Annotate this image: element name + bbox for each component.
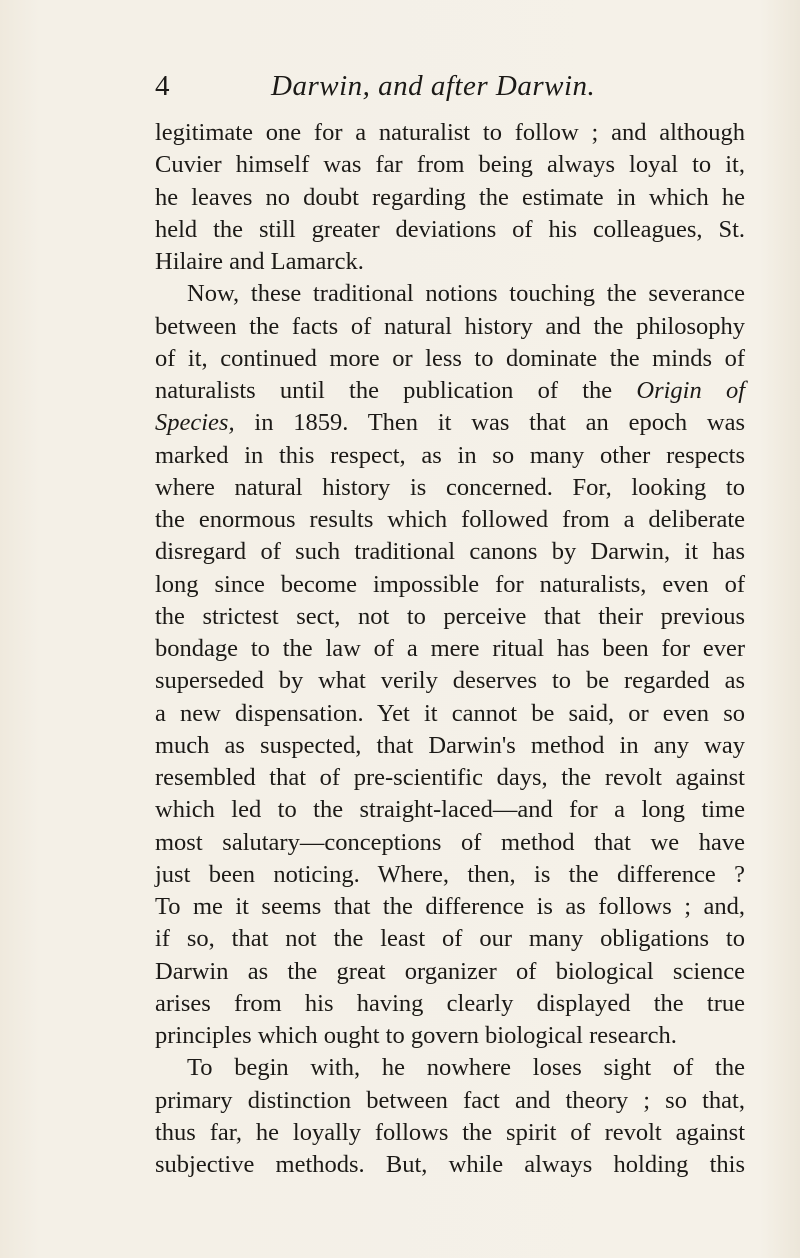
text-line: Cuvier himself was far from being always loyal to it, bbox=[155, 151, 745, 179]
book-title-italic: Species, bbox=[155, 409, 235, 437]
text-line: held the still greater deviations of his colleagues, St. bbox=[155, 215, 745, 243]
text-line: primary distinction between fact and theory ; so that, bbox=[155, 1086, 745, 1114]
page-header bbox=[155, 64, 795, 108]
text-line: To begin with, he nowhere loses sight of the bbox=[187, 1054, 745, 1082]
text-line: where natural history is concerned. For, looking to bbox=[155, 473, 745, 501]
text-line: Darwin as the great organizer of biological science bbox=[155, 957, 745, 985]
text-line: bondage to the law of a mere ritual has been for ever bbox=[155, 635, 745, 662]
text-line: the enormous results which followed from a deliberate bbox=[155, 506, 745, 533]
page-number: 4 bbox=[155, 70, 170, 102]
text-line: if so, that not the least of our many obligations to bbox=[155, 925, 745, 953]
book-title-italic: Origin of bbox=[636, 377, 745, 404]
text-line: subjective methods. But, while always holding this bbox=[155, 1151, 745, 1178]
text-line: To me it seems that the difference is as follows ; and, bbox=[155, 893, 745, 920]
text-line: superseded by what verily deserves to be regarded as bbox=[155, 667, 745, 695]
text-line: of it, continued more or less to dominate the minds of bbox=[155, 344, 745, 372]
text-line-with-title bbox=[155, 407, 745, 439]
text-line: much as suspected, that Darwin's method in any way bbox=[155, 731, 745, 759]
text-line: Now, these traditional notions touching the severance bbox=[187, 280, 745, 308]
text-line: legitimate one for a naturalist to follow ; and although bbox=[155, 119, 745, 146]
running-title: Darwin, and after Darwin. bbox=[271, 70, 596, 102]
text-line: a new dispensation. Yet it cannot be said, or even so bbox=[155, 699, 745, 727]
text-line: just been noticing. Where, then, is the difference ? bbox=[155, 860, 745, 888]
text-fragment: in 1859. Then it was that an epoch was bbox=[254, 409, 745, 437]
text-line: principles which ought to govern biological research. bbox=[155, 1022, 677, 1049]
text-line: arises from his having clearly displayed the true bbox=[155, 989, 745, 1017]
text-line: disregard of such traditional canons by Darwin, it has bbox=[155, 538, 745, 566]
text-fragment: naturalists until the publication of the bbox=[155, 377, 613, 404]
text-line: between the facts of natural history and the philosophy bbox=[155, 312, 745, 340]
text-line: resembled that of pre-scientific days, the revolt against bbox=[155, 764, 745, 791]
text-line: thus far, he loyally follows the spirit of revolt against bbox=[155, 1118, 745, 1146]
text-line: marked in this respect, as in so many other respects bbox=[155, 441, 745, 469]
text-line: the strictest sect, not to perceive that their previous bbox=[155, 602, 745, 630]
text-line: long since become impossible for naturalists, even of bbox=[155, 570, 745, 598]
text-line: Hilaire and Lamarck. bbox=[155, 248, 364, 275]
text-line-with-title bbox=[155, 375, 745, 407]
body-text bbox=[155, 117, 745, 1181]
text-line: most salutary—conceptions of method that we have bbox=[155, 828, 745, 856]
text-line: he leaves no doubt regarding the estimate in which he bbox=[155, 183, 745, 211]
text-line: which led to the straight-laced—and for a long time bbox=[155, 796, 745, 824]
